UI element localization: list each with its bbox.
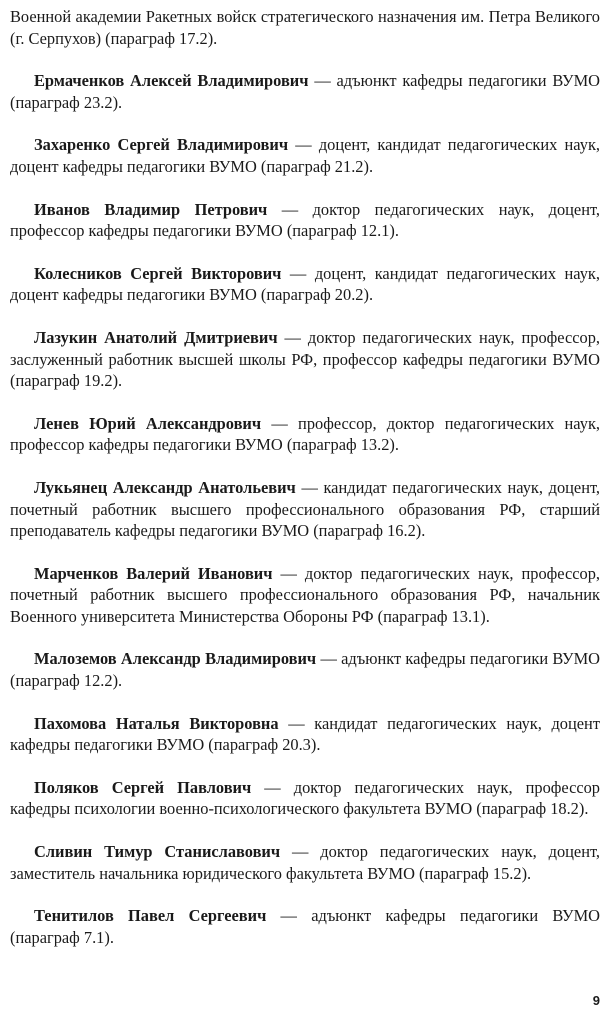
author-name: Захаренко Сергей Владимирович <box>34 135 289 155</box>
author-name: Лазукин Анатолий Дмитриевич <box>34 327 278 347</box>
author-entry <box>10 199 600 242</box>
separator-dash: — <box>288 135 319 155</box>
author-entry <box>10 70 600 113</box>
author-name: Марченков Валерий Иванович <box>34 563 273 583</box>
author-name: Тенитилов Павел Сергеевич <box>34 906 267 926</box>
author-name: Лукьянец Александр Анатольевич <box>34 477 296 497</box>
author-entry <box>10 648 600 691</box>
author-entry <box>10 263 600 306</box>
author-description: доктор педагогических наук, профессор, почетный работник высшего профессионального образования РФ, начальник Военного университета Министерства Обороны РФ (параграф 13.1). <box>10 563 601 626</box>
separator-dash: — <box>277 327 308 347</box>
author-entry <box>10 563 600 628</box>
author-entry <box>10 134 600 177</box>
author-name: Ермаченков Алексей Владимирович <box>34 71 309 91</box>
separator-dash: — <box>280 842 321 862</box>
author-name: Поляков Сергей Павлович <box>34 777 252 797</box>
author-list <box>10 6 600 969</box>
author-entry <box>10 777 600 820</box>
author-entry <box>10 905 600 948</box>
separator-dash: — <box>316 649 342 669</box>
page-number: 9 <box>592 993 600 1008</box>
author-description: кандидат педагогических наук, доцент, почетный работник высшего профессионального образования РФ, старший преподаватель кафедры педагогики ВУМО (параграф 16.2). <box>10 477 601 541</box>
separator-dash: — <box>266 906 312 926</box>
author-name: Колесников Сергей Викторович <box>34 263 282 283</box>
separator-dash: — <box>272 563 305 583</box>
separator-dash: — <box>278 713 315 733</box>
author-description: адъюнкт кафедры педагогики ВУМО (параграф 23.2). <box>10 71 601 112</box>
author-description: доктор педагогических наук, доцент, профессор кафедры педагогики ВУМО (параграф 12.1). <box>10 199 601 241</box>
separator-dash: — <box>295 477 324 497</box>
separator-dash: — <box>281 263 315 283</box>
author-description: доктор педагогических наук, доцент, заместитель начальника юридического факультета ВУМО (параграф 15.2). <box>10 842 601 883</box>
author-entry-continuation <box>10 6 600 49</box>
author-entry <box>10 713 600 756</box>
separator-dash: — <box>267 199 313 219</box>
author-entry <box>10 413 600 456</box>
author-name: Сливин Тимур Станиславович <box>34 842 281 862</box>
author-name: Иванов Владимир Петрович <box>34 199 268 219</box>
author-description: доктор педагогических наук, профессор, заслуженный работник высшей школы РФ, профессор кафедры педагогики ВУМО (параграф 19.2). <box>10 327 600 391</box>
author-description: профессор, доктор педагогических наук, профессор кафедры педагогики ВУМО (параграф 13.2). <box>10 413 601 455</box>
author-name: Ленев Юрий Александрович <box>34 413 262 433</box>
author-entry <box>10 841 600 884</box>
author-name: Малоземов Александр Владимирович <box>34 649 317 669</box>
author-description: доцент, кандидат педагогических наук, доцент кафедры педагогики ВУМО (параграф 20.2). <box>10 263 600 305</box>
author-entry <box>10 327 600 392</box>
author-description: адъюнкт кафедры педагогики ВУМО (параграф 12.2). <box>10 649 601 691</box>
separator-dash: — <box>261 413 299 433</box>
author-name: Пахомова Наталья Викторовна <box>34 713 279 733</box>
author-description: адъюнкт кафедры педагогики ВУМО (параграф 7.1). <box>10 906 600 947</box>
author-description: доцент, кандидат педагогических наук, доцент кафедры педагогики ВУМО (параграф 21.2). <box>10 135 600 176</box>
author-entry <box>10 477 600 542</box>
author-description: доктор педагогических наук, профессор кафедры психологии военно-психологического факультета ВУМО (параграф 18.2). <box>10 777 601 819</box>
author-description: Военной академии Ракетных войск стратегического назначения им. Петра Великого (г. Серпухов) (параграф 17.2). <box>10 7 600 48</box>
separator-dash: — <box>251 777 294 797</box>
separator-dash: — <box>308 71 337 91</box>
author-description: кандидат педагогических наук, доцент кафедры педагогики ВУМО (параграф 20.3). <box>10 713 600 755</box>
